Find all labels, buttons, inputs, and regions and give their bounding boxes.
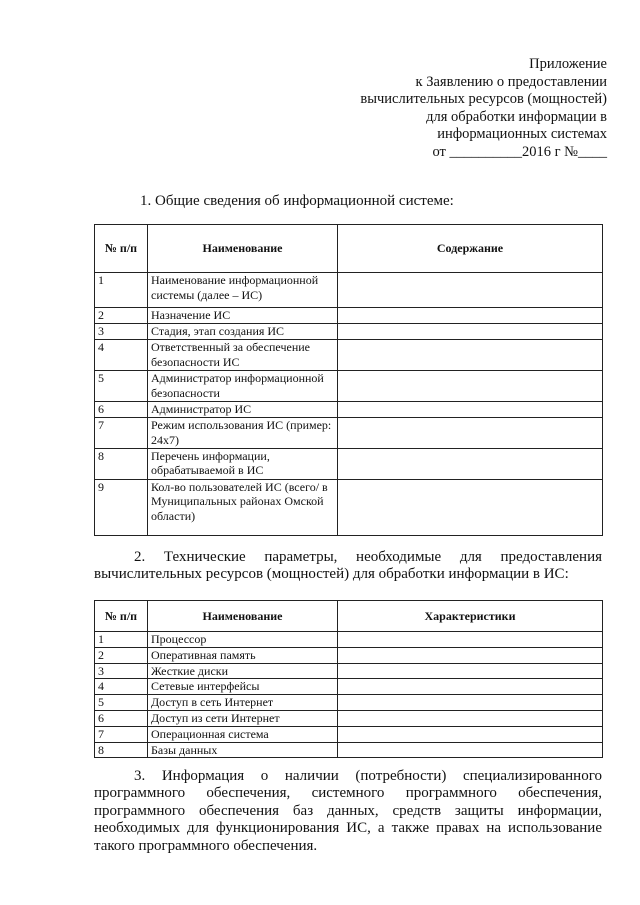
- technical-params-table: [94, 600, 603, 758]
- row-value: [338, 742, 603, 758]
- section2-title-text: 2. Технические параметры, необходимые для предоставления вычислительных ресурсов (мощностей) для обработки информации в ИС:: [94, 549, 602, 583]
- row-number: 4: [95, 679, 148, 695]
- row-name: Оперативная память: [148, 647, 338, 663]
- row-content: [338, 308, 603, 324]
- table-row: [95, 448, 603, 479]
- row-content: [338, 371, 603, 402]
- row-content: [338, 448, 603, 479]
- row-name: Жесткие диски: [148, 663, 338, 679]
- row-name: Режим использования ИС (пример: 24х7): [148, 418, 338, 449]
- section2-title: [94, 549, 602, 584]
- row-value: [338, 679, 603, 695]
- table-row: [95, 695, 603, 711]
- row-number: 4: [95, 340, 148, 371]
- table-row: [95, 418, 603, 449]
- row-content: [338, 273, 603, 308]
- row-content: [338, 324, 603, 340]
- row-number: 2: [95, 308, 148, 324]
- row-number: 5: [95, 371, 148, 402]
- row-number: 3: [95, 324, 148, 340]
- row-name: Сетевые интерфейсы: [148, 679, 338, 695]
- row-number: 9: [95, 479, 148, 535]
- row-name: Наименование информационной системы (далее – ИС): [148, 273, 338, 308]
- row-number: 1: [95, 273, 148, 308]
- row-name: Доступ в сеть Интернет: [148, 695, 338, 711]
- row-name: Кол-во пользователей ИС (всего/ в Муниципальных районах Омской области): [148, 479, 338, 535]
- column-header-characteristics: Характеристики: [338, 601, 603, 632]
- table-header-row: [95, 601, 603, 632]
- row-name: Администратор информационной безопасности: [148, 371, 338, 402]
- row-value: [338, 647, 603, 663]
- row-value: [338, 726, 603, 742]
- row-number: 5: [95, 695, 148, 711]
- column-header-name: Наименование: [148, 601, 338, 632]
- table-row: [95, 479, 603, 535]
- section3-paragraph: [94, 768, 602, 855]
- row-number: 8: [95, 448, 148, 479]
- table-row: [95, 726, 603, 742]
- table-row: [95, 402, 603, 418]
- table-row: [95, 663, 603, 679]
- column-header-number: № п/п: [95, 225, 148, 273]
- row-name: Перечень информации, обрабатываемой в ИС: [148, 448, 338, 479]
- row-value: [338, 632, 603, 648]
- row-number: 8: [95, 742, 148, 758]
- header-line: информационных системах: [437, 126, 607, 143]
- row-value: [338, 695, 603, 711]
- row-content: [338, 479, 603, 535]
- row-name: Ответственный за обеспечение безопасности ИС: [148, 340, 338, 371]
- table-row: [95, 324, 603, 340]
- row-name: Стадия, этап создания ИС: [148, 324, 338, 340]
- row-name: Процессор: [148, 632, 338, 648]
- header-line: для обработки информации в: [426, 108, 607, 125]
- table-row: [95, 632, 603, 648]
- row-content: [338, 340, 603, 371]
- table-row: [95, 710, 603, 726]
- table-row: [95, 679, 603, 695]
- row-name: Операционная система: [148, 726, 338, 742]
- column-header-number: № п/п: [95, 601, 148, 632]
- row-name: Назначение ИС: [148, 308, 338, 324]
- table-header-row: [95, 225, 603, 273]
- row-number: 6: [95, 402, 148, 418]
- table-row: [95, 371, 603, 402]
- row-number: 6: [95, 710, 148, 726]
- header-line: от __________2016 г №____: [432, 143, 607, 160]
- row-name: Доступ из сети Интернет: [148, 710, 338, 726]
- row-number: 1: [95, 632, 148, 648]
- row-number: 3: [95, 663, 148, 679]
- column-header-content: Содержание: [338, 225, 603, 273]
- row-name: Базы данных: [148, 742, 338, 758]
- row-content: [338, 418, 603, 449]
- column-header-name: Наименование: [148, 225, 338, 273]
- header-line: к Заявлению о предоставлении: [415, 73, 607, 90]
- row-number: 2: [95, 647, 148, 663]
- section3-text: 3. Информация о наличии (потребности) специализированного программного обеспечения, системного программного обеспечения, программного обеспечения баз данных, средств защиты информации, необходимых для функционирования ИС, а также правах на использование такого программного обеспечения.: [94, 768, 602, 854]
- general-info-table: [94, 224, 603, 536]
- table-row: [95, 273, 603, 308]
- table-row: [95, 742, 603, 758]
- appendix-header: [307, 56, 607, 162]
- row-content: [338, 402, 603, 418]
- section1-title: 1. Общие сведения об информационной системе:: [140, 193, 454, 209]
- table-row: [95, 308, 603, 324]
- row-number: 7: [95, 726, 148, 742]
- table-row: [95, 340, 603, 371]
- row-name: Администратор ИС: [148, 402, 338, 418]
- header-line: Приложение: [529, 56, 607, 72]
- row-value: [338, 710, 603, 726]
- header-line: вычислительных ресурсов (мощностей): [360, 91, 607, 108]
- row-number: 7: [95, 418, 148, 449]
- row-value: [338, 663, 603, 679]
- table-row: [95, 647, 603, 663]
